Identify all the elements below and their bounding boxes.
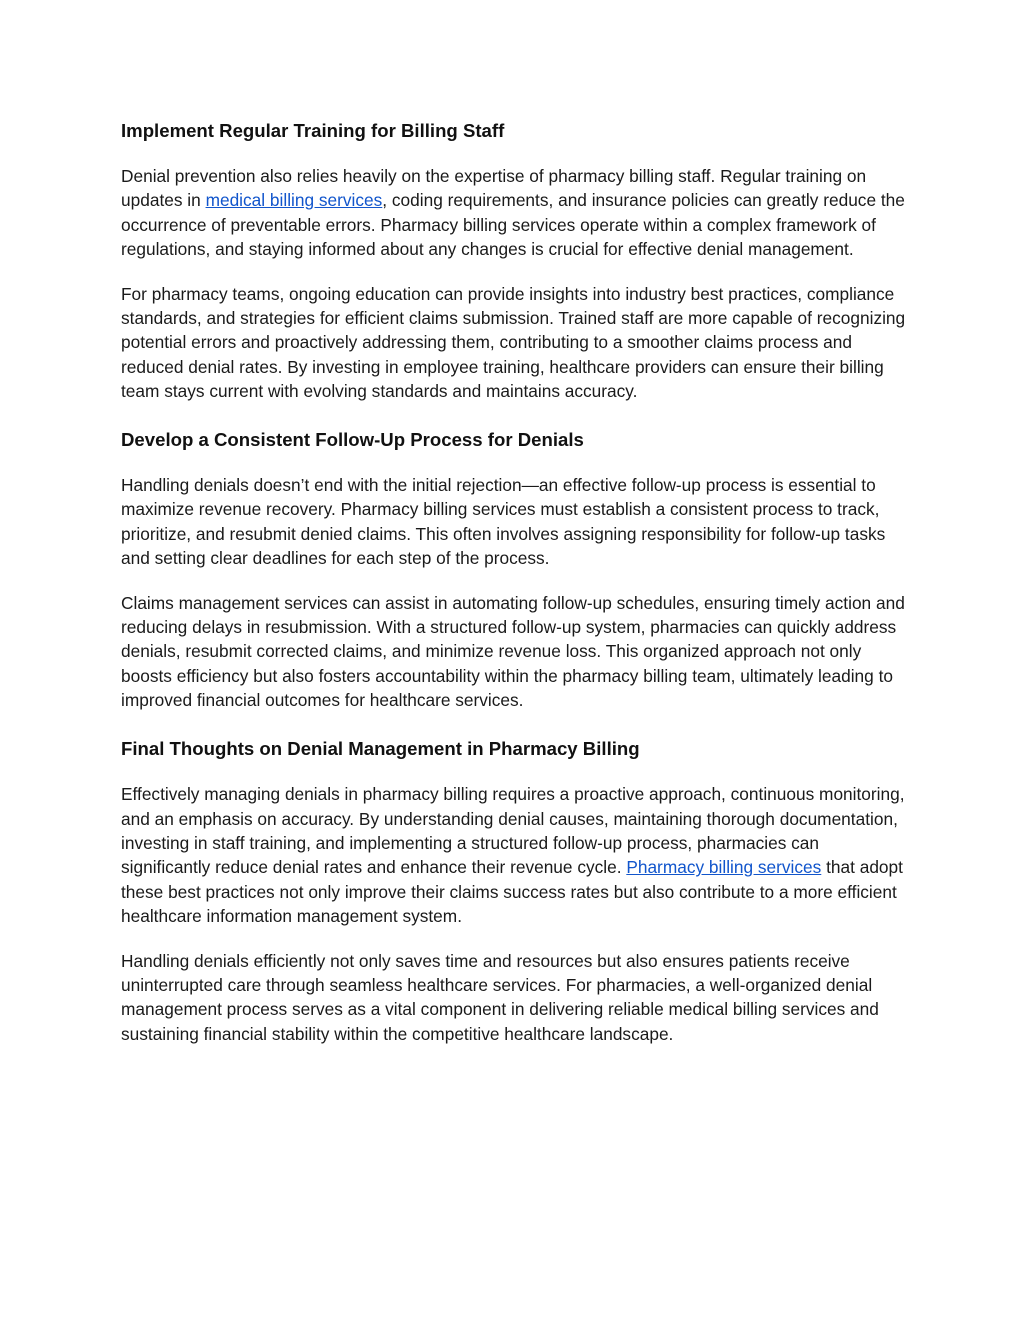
pharmacy-billing-services-link[interactable]: Pharmacy billing services [626, 857, 822, 878]
paragraph-follow-up-2: Claims management services can assist in automating follow-up schedules, ensuring timely action and reducing delays in resubmission. With a structured follow-up system, pharmacies can quickly address denials, resubmit corrected claims, and minimize revenue loss. This organized approach not only boosts efficiency but also fosters accountability within the pharmacy billing team, ultimately leading to improved financial outcomes for healthcare services. [121, 592, 905, 711]
document-page [121, 118, 911, 1046]
medical-billing-services-link[interactable]: medical billing services [205, 190, 383, 211]
paragraph-final-2: Handling denials efficiently not only saves time and resources but also ensures patients receive uninterrupted care through seamless healthcare services. For pharmacies, a well-organized denial management process serves as a vital component in delivering reliable medical billing services and sustaining financial stability within the competitive healthcare landscape. [121, 950, 879, 1044]
paragraph-final-1 [121, 782, 911, 928]
section-heading-training: Implement Regular Training for Billing Staff [121, 120, 505, 141]
section-heading-final-thoughts: Final Thoughts on Denial Management in Pharmacy Billing [121, 738, 640, 760]
paragraph-text: that adopt these best practices not only improve their claims success rates but also contribute to a more efficient healthcare information management system. [121, 857, 903, 926]
paragraph-follow-up-1: Handling denials doesn’t end with the initial rejection—an effective follow-up process is essential to maximize revenue recovery. Pharmacy billing services must establish a consistent process to track, prioritize, and resubmit denied claims. This often involves assigning responsibility for follow-up tasks and setting clear deadlines for each step of the process. [121, 475, 886, 569]
paragraph-text: Denial prevention also relies heavily on the expertise of pharmacy billing staff. Regular training on updates in [121, 166, 867, 211]
section-heading-follow-up: Develop a Consistent Follow-Up Process for Denials [121, 429, 584, 451]
paragraph-training-1 [121, 164, 911, 261]
paragraph-text: Effectively managing denials in pharmacy billing requires a proactive approach, continuous monitoring, and an emphasis on accuracy. By understanding denial causes, maintaining thorough documentation, investing in staff training, and implementing a structured follow-up process, pharmacies can significantly reduce denial rates and enhance their revenue cycle. [121, 784, 905, 878]
paragraph-training-2: For pharmacy teams, ongoing education can provide insights into industry best practices, compliance standards, and strategies for efficient claims submission. Trained staff are more capable of recognizing potential errors and proactively addressing them, contributing to a smoother claims process and reduced denial rates. By investing in employee training, healthcare providers can ensure their billing team stays current with evolving standards and maintains accuracy. [121, 283, 906, 401]
paragraph-text: , coding requirements, and insurance policies can greatly reduce the occurrence of preventable errors. Pharmacy billing services operate within a complex framework of regulations, and staying informed about any changes is crucial for effective denial management. [121, 190, 905, 259]
